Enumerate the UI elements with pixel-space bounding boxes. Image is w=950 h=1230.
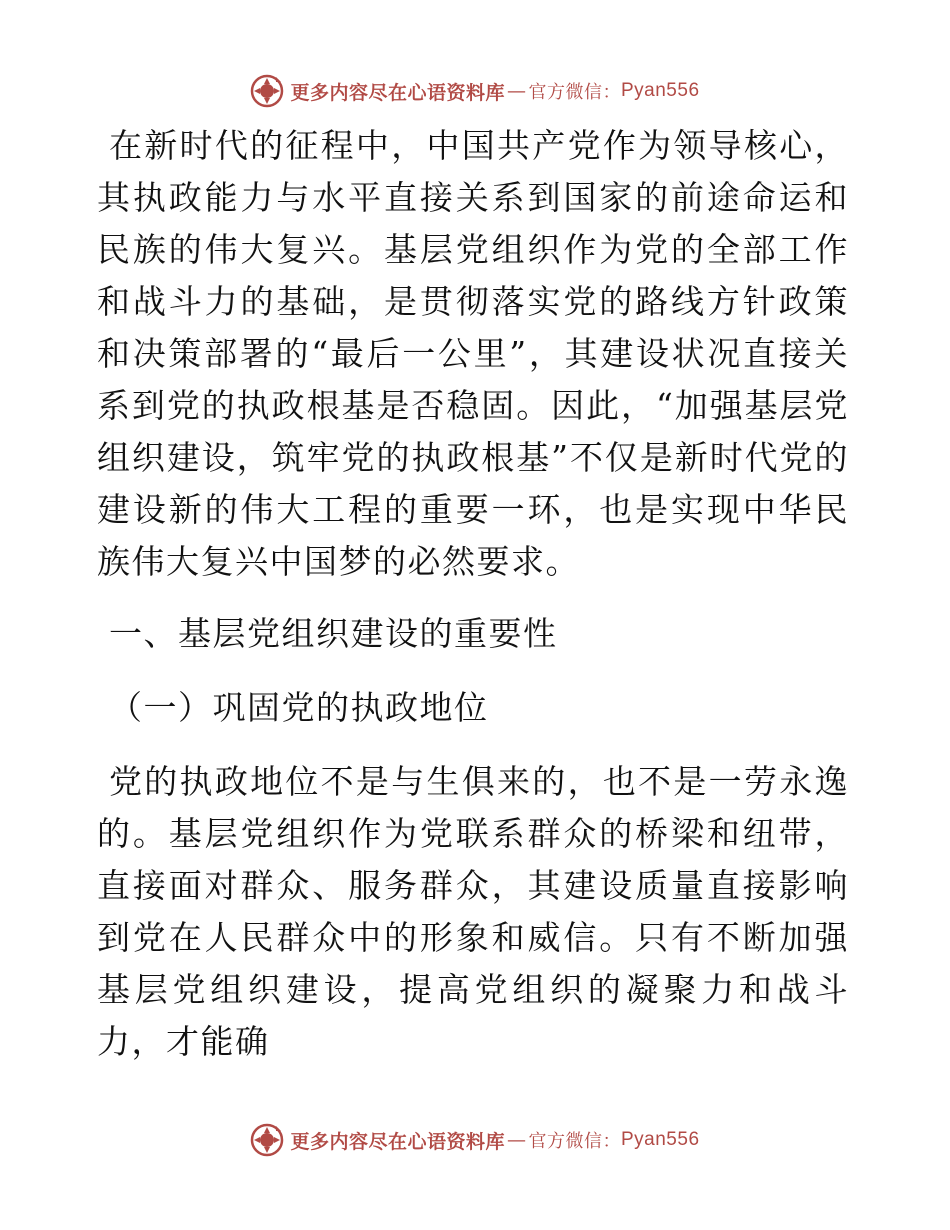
watermark-separator: — (507, 80, 527, 102)
sunflower-logo-icon (250, 74, 284, 108)
watermark-wechat-id: Pyan556 (621, 1129, 700, 1150)
watermark-main-text: 更多内容尽在心语资料库 (290, 1130, 505, 1153)
watermark-separator: — (507, 1129, 527, 1151)
watermark-official-label: 官方微信： (528, 82, 621, 103)
intro-paragraph: 在新时代的征程中，中国共产党作为领导核心，其执政能力与水平直接关系到国家的前途命运和民族的伟大复兴。基层党组织作为党的全部工作和战斗力的基础，是贯彻落实党的路线方针政策和决策部署的“最后一公里”，其建设状况直接关系到党的执政根基是否稳固。因此，“加强基层党组织建设，筑牢党的执政根基”不仅是新时代党的建设新的伟大工程的重要一环，也是实现中华民族伟大复兴中国梦的必然要求。 (97, 126, 849, 581)
header-watermark (0, 71, 950, 111)
subsection-heading: （一）巩固党的执政地位 (109, 688, 489, 727)
footer-watermark (0, 1120, 950, 1160)
section-heading: 一、基层党组织建设的重要性 (109, 614, 558, 653)
document-body (97, 120, 849, 1068)
watermark-main-text: 更多内容尽在心语资料库 (290, 81, 505, 104)
sunflower-logo-icon (250, 1123, 284, 1157)
watermark-official-label: 官方微信： (528, 1131, 621, 1152)
body-paragraph: 党的执政地位不是与生俱来的，也不是一劳永逸的。基层党组织作为党联系群众的桥梁和纽带，直接面对群众、服务群众，其建设质量直接影响到党在人民群众中的形象和威信。只有不断加强基层党组织建设，提高党组织的凝聚力和战斗力，才能确 (97, 762, 849, 1061)
watermark-wechat-id: Pyan556 (621, 80, 700, 101)
